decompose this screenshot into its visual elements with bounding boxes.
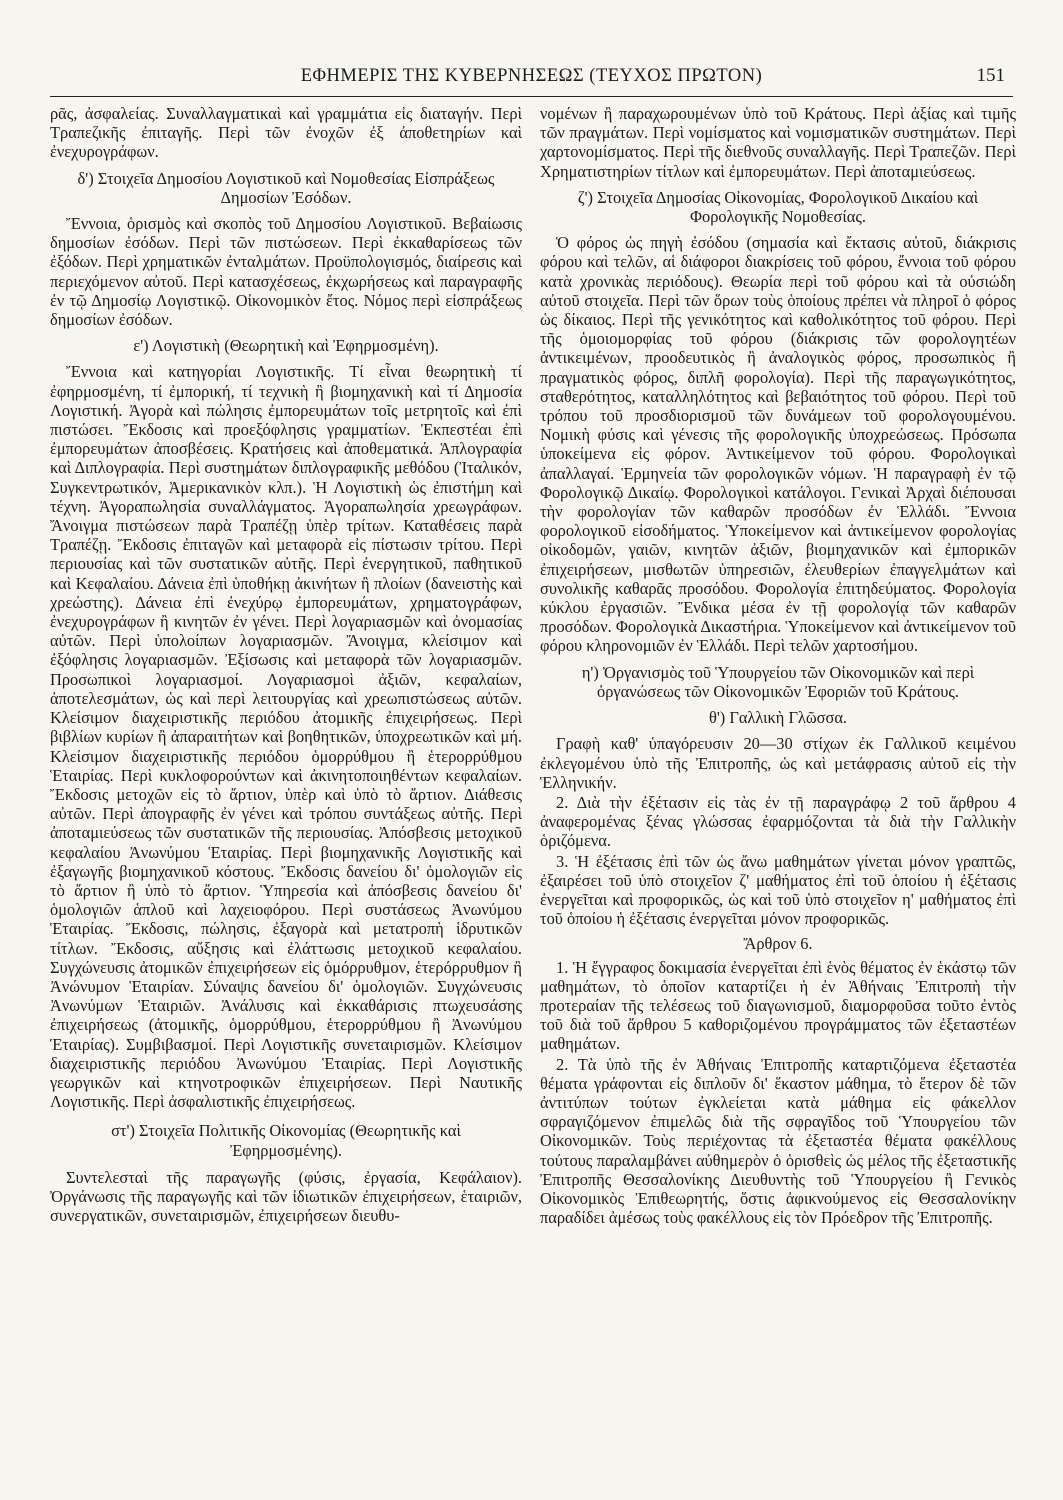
left-column — [50, 104, 522, 1226]
section-z-text: Ὁ φόρος ὡς πηγὴ ἐσόδου (σημασία καὶ ἔκτασις αὐτοῦ, διάκρισις φόρου καὶ τελῶν, αἱ διάφοροι διακρίσεις τοῦ φόρου, ἔννοια τοῦ φόρου κατὰ χρονικὰς περιόδους). Θεωρία περὶ τοῦ φόρου καὶ τὰ οὐσιώδη αὐτοῦ στοιχεῖα. Περὶ τῶν ὅρων τοὺς ὁποίους πρέπει νὰ πληροῖ ὁ φόρος ὡς δίκαιος. Περὶ τῆς γενικότητος καὶ καθολικότητος τοῦ φόρου. Περὶ τῆς ὁμοιομορφίας τοῦ φόρου (διάκρισις τῶν φορολογητέων ἀντικειμένων, προοδευτικὸς ἢ ἀναλογικὸς φόρος, προσωπικὸς ἢ πραγματικὸς φόρος, διπλῆ φορολογία). Περὶ τῆς παραγωγικότητος, σταθερότητος, καταλληλότητος καὶ βεβαιότητος τοῦ φόρου. Περὶ τοῦ τρόπου τοῦ προσδιορισμοῦ τῶν δυνάμεων τοῦ φορολογουμένου. Νομικὴ φύσις καὶ γένεσις τῆς φορολογικῆς ὑποχρεώσεως. Πρόσωπα ὑποκείμενα εἰς φόρον. Ἀντικείμενον τοῦ φόρου. Φορολογικαὶ ἀπαλλαγαί. Ἑρμηνεία τῶν φορολογικῶν νόμων. Ἡ παραγραφὴ ἐν τῷ Φορολογικῷ Δικαίῳ. Φορολογικοὶ κατάλογοι. Γενικαὶ Ἀρχαὶ διέπουσαι τὴν φορολογίαν τῶν καθαρῶν προσόδων ἐν Ἑλλάδι. Ἔννοια φορολογικοῦ εἰσοδήματος. Ὑποκείμενον καὶ ἀντικείμενον φορολογίας οἰκοδομῶν, γαιῶν, κινητῶν ἀξιῶν, βιομηχανικῶν καὶ ἐμπορικῶν ἐπιχειρήσεων, μισθωτῶν ὑπηρεσιῶν, ἐλευθερίων ἐπαγγελμάτων καὶ συνολικῆς καθαρᾶς προσόδου. Φορολογία ἐπιτηδεύματος. Φορολογία κύκλου ἐργασιῶν. Ἔνδικα μέσα ἐν τῇ φορολογίᾳ τῶν καθαρῶν προσόδων. Φορολογικὰ Δικαστήρια. Ὑποκείμενον καὶ ἀντικείμενον τοῦ φόρου κληρονομιῶν ἐν Ἑλλάδι. Περὶ τελῶν χαρτοσήμου. — [540, 233, 1016, 656]
section-st-text: Συντελεσταὶ τῆς παραγωγῆς (φύσις, ἐργασία, Κεφάλαιον). Ὀργάνωσις τῆς παραγωγῆς καὶ τῶν ἰδιωτικῶν ἐπιχειρήσεων, ἑταιριῶν, συνεργατικῶν, συνεταιρισμῶν, ἐπιχειρήσεων διευθυ- — [50, 1167, 522, 1226]
section-heading-d: δ') Στοιχεῖα Δημοσίου Λογιστικοῦ καὶ Νομοθεσίας Εἰσπράξεως Δημοσίων Ἐσόδων. — [77, 168, 495, 207]
section-th-text: Γραφὴ καθ' ὑπαγόρευσιν 20—30 στίχων ἐκ Γαλλικοῦ κειμένου ἐκλεγομένου ὑπὸ τῆς Ἐπιτροπῆς, ὡς καὶ μετάφρασις αὐτοῦ εἰς τὴν Ἑλληνικήν. — [540, 734, 1016, 792]
running-header — [50, 62, 1013, 97]
paragraph-3: 3. Ἡ ἐξέτασις ἐπὶ τῶν ὡς ἄνω μαθημάτων γίνεται μόνον γραπτῶς, ἐξαιρέσει τοῦ ὑπὸ στοιχεῖον ζ' μαθήματος ἐπὶ τοῦ ὁποίου ἡ ἐξέτασις ἐνεργεῖται καὶ προφορικῶς, ὡς καὶ τοῦ ὑπὸ στοιχεῖον η' μαθήματος ἐπὶ τοῦ ὁποίου ἡ ἐξέτασις ἐνεργεῖται μόνον προφορικῶς. — [540, 851, 1016, 929]
right-column — [540, 104, 1016, 1228]
section-heading-e: ε') Λογιστικὴ (Θεωρητικὴ καὶ Ἐφηρμοσμένη). — [133, 336, 439, 356]
article-6-para-2: 2. Τὰ ὑπὸ τῆς ἐν Ἀθήναις Ἐπιτροπῆς καταρτιζόμενα ἐξεταστέα θέματα γράφονται εἰς διπλοῦν δι' ἕκαστον μάθημα, τὸ ἕτερον δὲ τῶν ἀντιτύπων τούτων ἐγκλείεται κατὰ μάθημα εἰς φάκελλον σφραγιζόμενον ἐπιμελῶς διὰ τῆς σφραγῖδος τοῦ Ὑπουργείου τῶν Οἰκονομικῶν. Τοὺς περιέχοντας τὰ ἐξεταστέα θέματα φακέλλους τούτους παραλαμβάνει αὐθημερὸν ὁ ὁρισθεὶς ὡς μέλος τῆς ἐξεταστικῆς Ἐπιτροπῆς Θεσσαλονίκης Διευθυντὴς τοῦ Ὑπουργείου ἢ Γενικὸς Οἰκονομικὸς Ἐπιθεωρητής, ὅστις ἀφικνούμενος εἰς Θεσσαλονίκην παραδίδει ἀμέσως τοὺς φακέλλους εἰς τὸν Πρόεδρον τῆς Ἐπιτροπῆς. — [540, 1054, 1016, 1228]
section-heading-z: ζ') Στοιχεῖα Δημοσίας Οἰκονομίας, Φορολογικοῦ Δικαίου καὶ Φορολογικῆς Νομοθεσίας. — [577, 187, 979, 227]
section-e-text: Ἔννοια καὶ κατηγορίαι Λογιστικῆς. Τί εἶναι θεωρητικὴ τί ἐφηρμοσμένη, τί ἐμπορική, τί τεχνικὴ ἢ βιομηχανικὴ καὶ τί Δημοσία Λογιστική. Ἀγορὰ καὶ πώλησις ἐμπορευμάτων τοῖς μετρητοῖς καὶ ἐπὶ πιστώσει. Ἔκδοσις καὶ προεξόφλησις γραμματίων. Ἐκπεστέαι ἐπὶ ἐμπορευμάτων ἀποσβέσεις. Κρατήσεις καὶ ἀποθεματικά. Ἁπλογραφία καὶ Διπλογραφία. Περὶ συστημάτων διπλογραφικῆς μεθόδου (Ἰταλικόν, Συγκεντρωτικόν, Ἀμερικανικὸν κλπ.). Ἡ Λογιστικὴ ὡς ἐπιστήμη καὶ τέχνη. Ἀγοραπωλησία συναλλάγματος. Ἀγοραπωλησία χρεωγράφων. Ἄνοιγμα πιστώσεων παρὰ Τραπέζῃ ὑπὲρ τρίτων. Καταθέσεις παρὰ Τραπέζῃ. Ἔκδοσις ἐπιταγῶν καὶ μεταφορὰ εἰς πίστωσιν τρίτου. Περὶ περιουσίας καὶ τῶν συστατικῶν αὐτῆς. Περὶ ἐνεργητικοῦ, παθητικοῦ καὶ Κεφαλαίου. Δάνεια ἐπὶ ὑποθήκῃ ἀκινήτων ἢ πλοίων (δανειστὴς καὶ χρεώστης). Δάνεια ἐπὶ ἐνεχύρῳ ἐμπορευμάτων, χρηματογράφων, ἐνεχυρογράφων ἢ κινητῶν ἐν γένει. Περὶ λογαριασμῶν καὶ ὀνομασίας αὐτῶν. Περὶ ὑπολοίπων λογαριασμῶν. Ἄνοιγμα, κλείσιμον καὶ ἐξόφλησις λογαριασμῶν. Ἐξίσωσις καὶ μεταφορὰ τῶν λογαριασμῶν. Προσωπικοὶ λογαριασμοί. Λογαριασμοὶ ἀξιῶν, κεφαλαίων, ἀποτελεσμάτων, ὡς καὶ περὶ λειτουργίας καὶ χρεωπιστώσεως αὐτῶν. Κλείσιμον διαχειριστικῆς περιόδου ἀτομικῆς ἐπιχειρήσεως. Περὶ βιβλίων κυρίων ἢ ἀπαραιτήτων καὶ βοηθητικῶν, ὑποχρεωτικῶν καὶ μή. Κλείσιμον διαχειριστικῆς περιόδου ὁμορρύθμου ἢ ἑτερορρύθμου Ἑταιρίας. Περὶ κυκλοφορούντων καὶ ἀκινητοποιηθέντων κεφαλαίων. Ἔκδοσις μετοχῶν εἰς τὸ ἄρτιον, ὑπὲρ καὶ ὑπὸ τὸ ἄρτιον. Διάθεσις αὐτῶν. Περὶ ἀπογραφῆς ἐν γένει καὶ τρόπου συντάξεως αὐτῆς. Περὶ ἀποταμιεύσεως τῶν συστατικῶν τῆς περιουσίας. Ἀπόσβεσις μετοχικοῦ κεφαλαίου Ἀνωνύμου Ἑταιρίας. Περὶ βιομηχανικῆς Λογιστικῆς καὶ ἐξαγωγῆς βιομηχανικοῦ κόστους. Ἔκδοσις δανείου δι' ὁμολογιῶν εἰς τὸ ἄρτιον ἢ ὑπὸ τὸ ἄρτιον. Ὑπηρεσία καὶ ἀπόσβεσις δανείου δι' ὁμολογιῶν ἁπλοῦ καὶ λαχειοφόρου. Περὶ συστάσεως Ἀνωνύμου Ἑταιρίας. Ἔκδοσις, πώλησις, ἐξαγορὰ καὶ μετατροπὴ ἱδρυτικῶν τίτλων. Ἔκδοσις, αὔξησις καὶ ἐλάττωσις μετοχικοῦ κεφαλαίου. Συγχώνευσις ἀτομικῶν ἐπιχειρήσεων εἰς ὁμόρρυθμον, ἑτερόρρυθμον ἢ Ἀνώνυμον Ἑταιρίαν. Σύναψις δανείου δι' ὁμολογιῶν. Συγχώνευσις Ἀνωνύμων Ἑταιριῶν. Ἀνάλυσις καὶ ἐκκαθάρισις πτωχευσάσης ἐπιχειρήσεως (ἀτομικῆς, ὁμορρύθμου, ἑτερορρύθμου ἢ Ἀνωνύμου Ἑταιρίας). Συμβιβασμοί. Περὶ Λογιστικῆς συνεταιρισμῶν. Κλείσιμον διαχειριστικῆς περιόδου Ἀνωνύμου Ἑταιρίας. Περὶ Λογιστικῆς γεωργικῶν καὶ κτηνοτροφικῶν ἐπιχειρήσεων. Περὶ Ναυτικῆς Λογιστικῆς. Περὶ ἀσφαλιστικῆς ἐπιχειρήσεως. — [50, 362, 522, 1112]
article-heading: Ἄρθρον 6. — [743, 934, 813, 954]
section-heading-st: στ') Στοιχεῖα Πολιτικῆς Οἰκονομίας (Θεωρητικῆς καὶ Ἐφηρμοσμένης). — [111, 1121, 461, 1160]
article-6-para-1: 1. Ἡ ἔγγραφος δοκιμασία ἐνεργεῖται ἐπὶ ἑνὸς θέματος ἐν ἑκάστῳ τῶν μαθημάτων, τὸ ὁποῖον καταρτίζει ἡ ἐν Ἀθήναις Ἐπιτροπὴ τὴν προτεραίαν τῆς τελέσεως τοῦ διαγωνισμοῦ, διαμορφοῦσα τοῦτο ἐντὸς τοῦ διὰ τοῦ ἄρθρου 5 καθοριζομένου προγράμματος τῶν ἐξεταστέων μαθημάτων. — [540, 957, 1016, 1054]
section-d-text: Ἔννοια, ὁρισμὸς καὶ σκοπὸς τοῦ Δημοσίου Λογιστικοῦ. Βεβαίωσις δημοσίων ἐσόδων. Περὶ τῶν πιστώσεων. Περὶ ἐκκαθαρίσεως τῶν ἐξόδων. Περὶ χρηματικῶν ἐνταλμάτων. Προϋπολογισμός, διαίρεσις καὶ περιεχόμενον αὐτοῦ. Περὶ κατασχέσεως, ἐκχωρήσεως καὶ παραγραφῆς ἐν τῷ Δημοσίῳ Λογιστικῷ. Οἰκονομικὸν ἔτος. Νόμος περὶ εἰσπράξεως δημοσίων ἐσόδων. — [50, 214, 522, 330]
section-heading-th: θ') Γαλλικὴ Γλῶσσα. — [708, 708, 848, 728]
paragraph-continued-right: νομένων ἢ παραχωρουμένων ὑπὸ τοῦ Κράτους. Περὶ ἀξίας καὶ τιμῆς τῶν πραγμάτων. Περὶ νομίσματος καὶ νομισματικῶν συστημάτων. Περὶ χαρτονομίσματος. Περὶ τῆς διεθνοῦς συναλλαγῆς. Περὶ Τραπεζῶν. Περὶ Χρηματιστηρίων τίτλων καὶ ἐμπορευμάτων. Περὶ ἀποταμιεύσεως. — [540, 104, 1016, 181]
paragraph-2: 2. Διὰ τὴν ἐξέτασιν εἰς τὰς ἐν τῇ παραγράφῳ 2 τοῦ ἄρθρου 4 ἀναφερομένας ξένας γλώσσας ἐφαρμόζονται τὰ διὰ τὴν Γαλλικὴν ὁριζόμενα. — [540, 792, 1016, 851]
section-heading-i: η') Ὀργανισμὸς τοῦ Ὑπουργείου τῶν Οἰκονομικῶν καὶ περὶ ὀργανώσεως τῶν Οἰκονομικῶν Ἐφοριῶν τοῦ Κράτους. — [581, 662, 975, 701]
gazette-title: ΕΦΗΜΕΡΙΣ ΤΗΣ ΚΥΒΕΡΝΗΣΕΩΣ (ΤΕΥΧΟΣ ΠΡΩΤΟΝ) — [300, 66, 763, 86]
paragraph-continued: ρᾶς, ἀσφαλείας. Συναλλαγματικαὶ καὶ γραμμάτια εἰς διαταγήν. Περὶ Τραπεζικῆς ἐπιταγῆς. Περὶ τῶν ἐνοχῶν ἐξ ἀποθετηρίων καὶ ἐνεχυρογράφων. — [50, 104, 522, 162]
page-number: 151 — [976, 65, 1005, 86]
